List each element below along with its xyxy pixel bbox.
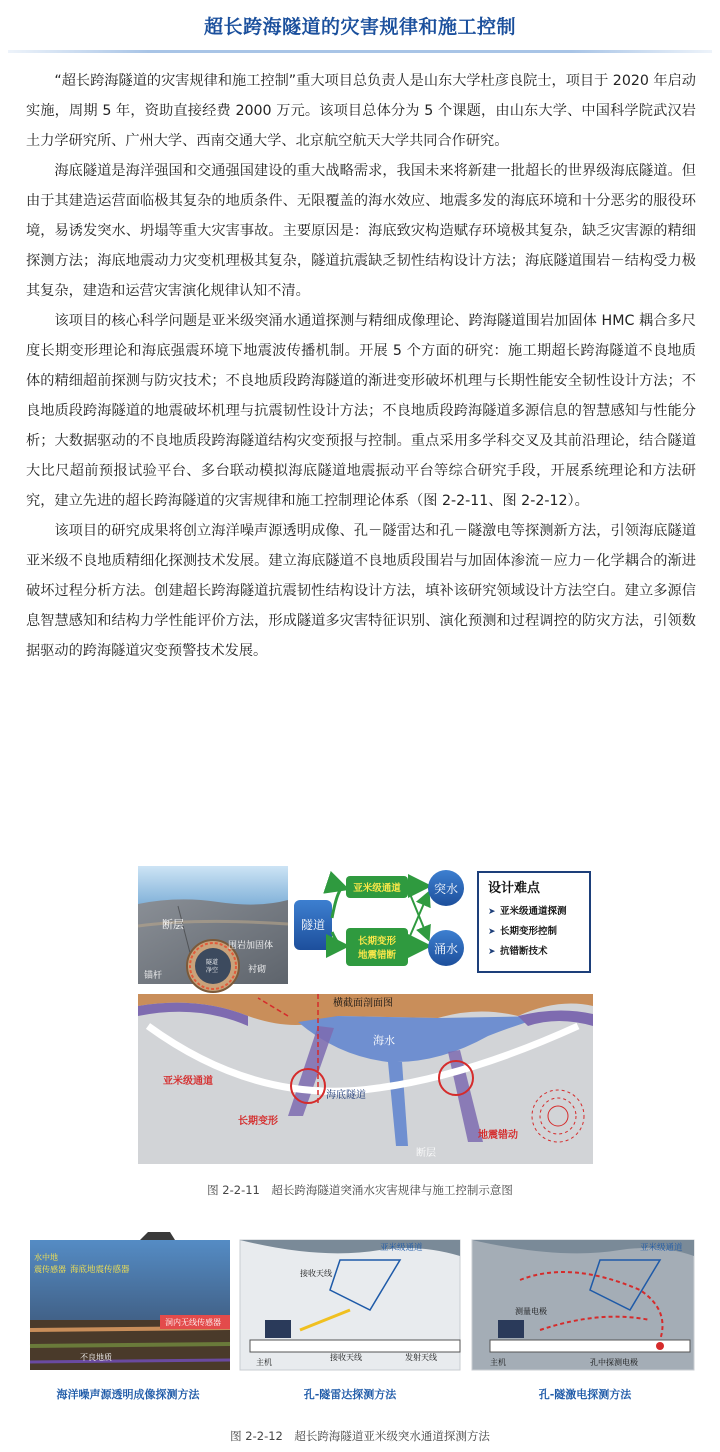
- page-title: 超长跨海隧道的灾害规律和施工控制: [203, 15, 516, 38]
- paragraph-3: 该项目的核心科学问题是亚米级突涌水通道探测与精细成像理论、跨海隧道围岩加固体 HMC 耦合多尺度长期变形理论和海底强震环境下地震波传播机制。开展 5 个方面的研究：施工期超长跨海隧道不良地质体的精细超前探测与防灾技术；不良地质段跨海隧道的渐进变形破坏机理与长期性能安全韧性设计方法；不良地质段跨海隧道的地震破坏机理与抗震韧性设计方法；不良地质段跨海隧道多源信息的智慧感知与性能分析；大数据驱动的不良地质段跨海隧道结构灾变预报与控制。重点采用多学科交叉及其前沿理论，结合隧道大比尺超前预报试验平台、多台联动模拟海底隧道地震振动平台等综合研究手段，开展系统理论和方法研究，建立先进的超长跨海隧道的灾害规律和施工控制理论体系（图 2-2-11、图 2-2-12）。: [26, 313, 696, 509]
- title-bar: [0, 0, 720, 50]
- fig1-label-fault-top: 断层: [162, 918, 184, 931]
- fig2-panel-hole-radar: [240, 1240, 460, 1401]
- fig1-label-anchor: 锚杆: [144, 971, 163, 981]
- design-difficulty-box: [478, 872, 590, 972]
- hazard-flow-diagram: [294, 870, 464, 966]
- fig1-node-inrush: 突水: [433, 882, 459, 896]
- fig2-panel-hole-ip: [472, 1240, 694, 1401]
- fig2-p2-receive-2: 接收天线: [330, 1353, 362, 1362]
- fig2-p1-vertical-1: 水中地: [34, 1253, 58, 1262]
- fig1-bullet-2: ➤: [488, 927, 496, 937]
- fig1-label-subsea-tunnel: 海底隧道: [326, 1090, 366, 1101]
- fig1-label-reinforced: 围岩加固体: [228, 941, 274, 951]
- article-body: [26, 66, 696, 666]
- fig1-node-submeter: 亚米级通道: [353, 883, 401, 894]
- fig1-label-lining: 衬砌: [248, 965, 267, 975]
- fig1-label-fault-bottom: 断层: [416, 1148, 436, 1159]
- fig1-node-long-term-1: 长期变形: [357, 936, 397, 947]
- fig1-label-clearance-1: 隧道: [206, 959, 219, 966]
- fig2-p2-host: 主机: [256, 1358, 272, 1367]
- fig2-p3-measure: 测量电极: [515, 1307, 547, 1316]
- fig2-p3-submeter: 亚米级通道: [640, 1243, 683, 1253]
- fig1-node-gush: 涌水: [433, 942, 459, 956]
- fig1-label-seawater: 海水: [373, 1034, 395, 1047]
- fig2-p2-label: 孔-隧雷达探测方法: [303, 1388, 397, 1401]
- fig1-design-item-2: 长期变形控制: [500, 926, 558, 937]
- figure-2-2-12: [0, 1220, 720, 1420]
- fig1-label-long-term-deform: 长期变形: [238, 1116, 278, 1127]
- figure-2-2-11-caption: 图 2-2-11 超长跨海隧道突涌水灾害规律与施工控制示意图: [207, 1183, 513, 1197]
- title-divider: [8, 50, 712, 53]
- fig2-p2-receive-1: 接收天线: [300, 1269, 332, 1278]
- fig2-p2-transmit: 发射天线: [405, 1353, 437, 1362]
- fig1-node-tunnel: 隧道: [300, 918, 326, 932]
- paragraph-1: “超长跨海隧道的灾害规律和施工控制”重大项目总负责人是山东大学杜彦良院士，项目于 2020 年启动实施，周期 5 年，资助直接经费 2000 万元。该项目总体分为 5 个课题，由山东大学、中国科学院武汉岩土力学研究所、广州大学、西南交通大学、北京航空航天大学共同合作研究。: [26, 73, 696, 149]
- fig1-design-item-3: 抗错断技术: [500, 946, 548, 957]
- fig1-bullet-1: ➤: [488, 907, 496, 917]
- fig1-node-long-term-2: 地震错断: [357, 950, 397, 961]
- fig2-p1-vertical-2: 震传感器: [34, 1265, 66, 1274]
- tunnel-block-illustration: [138, 866, 288, 992]
- figure-2-2-12-caption: 图 2-2-12 超长跨海隧道亚米级突水通道探测方法: [230, 1429, 490, 1443]
- cross-section-diagram: [138, 994, 593, 1164]
- fig2-p3-host: 主机: [490, 1358, 506, 1367]
- fig2-p1-seabed-sensor: 海底地震传感器: [70, 1265, 130, 1275]
- fig2-p3-label: 孔-隧激电探测方法: [538, 1388, 632, 1401]
- fig1-label-cross-section: 横截面剖面图: [333, 998, 393, 1009]
- fig1-bullet-3: ➤: [488, 947, 496, 957]
- fig1-label-seismic: 地震错动: [478, 1130, 518, 1141]
- paragraph-2: 海底隧道是海洋强国和交通强国建设的重大战略需求，我国未来将新建一批超长的世界级海底隧道。但由于其建造运营面临极其复杂的地质条件、无限覆盖的海水效应、地震多发的海底环境和十分恶劣的服役环境，易诱发突水、坍塌等重大灾害事故。主要原因是：海底致灾构造赋存环境极其复杂，缺乏灾害源的精细探测方法；海底地震动力灾变机理极其复杂，隧道抗震缺乏韧性结构设计方法；海底隧道围岩－结构受力极其复杂，建造和运营灾害演化规律认知不清。: [26, 163, 696, 299]
- fig1-label-submeter-2: 亚米级通道: [163, 1076, 213, 1087]
- fig1-label-clearance-2: 净空: [206, 967, 219, 974]
- fig2-panel-ocean-noise: [30, 1232, 230, 1401]
- fig2-p2-submeter: 亚米级通道: [380, 1243, 423, 1253]
- fig2-p1-bad-geology: 不良地质: [80, 1353, 112, 1362]
- paragraph-4: 该项目的研究成果将创立海洋噪声源透明成像、孔－隧雷达和孔－隧激电等探测新方法，引领海底隧道亚米级不良地质精细化探测技术发展。建立海底隧道不良地质段围岩与加固体渗流－应力－化学耦合的渐进破坏过程分析方法。创建超长跨海隧道抗震韧性结构设计方法，填补该研究领域设计方法空白。建立多源信息智慧感知和结构力学性能评价方法，形成隧道多灾害特征识别、演化预测和过程调控的防灾方法，引领数据驱动的跨海隧道灾变预警技术发展。: [26, 523, 696, 659]
- fig2-p1-hole-wireless: 洞内无线传感器: [165, 1318, 221, 1327]
- fig1-design-item-1: 亚米级通道探测: [500, 906, 567, 917]
- fig2-p1-label: 海洋噪声源透明成像探测方法: [56, 1388, 200, 1401]
- fig1-design-title: 设计难点: [488, 881, 541, 896]
- figure-2-2-11: [138, 866, 593, 1166]
- fig2-p3-hole-electrode: 孔中探测电极: [590, 1358, 638, 1367]
